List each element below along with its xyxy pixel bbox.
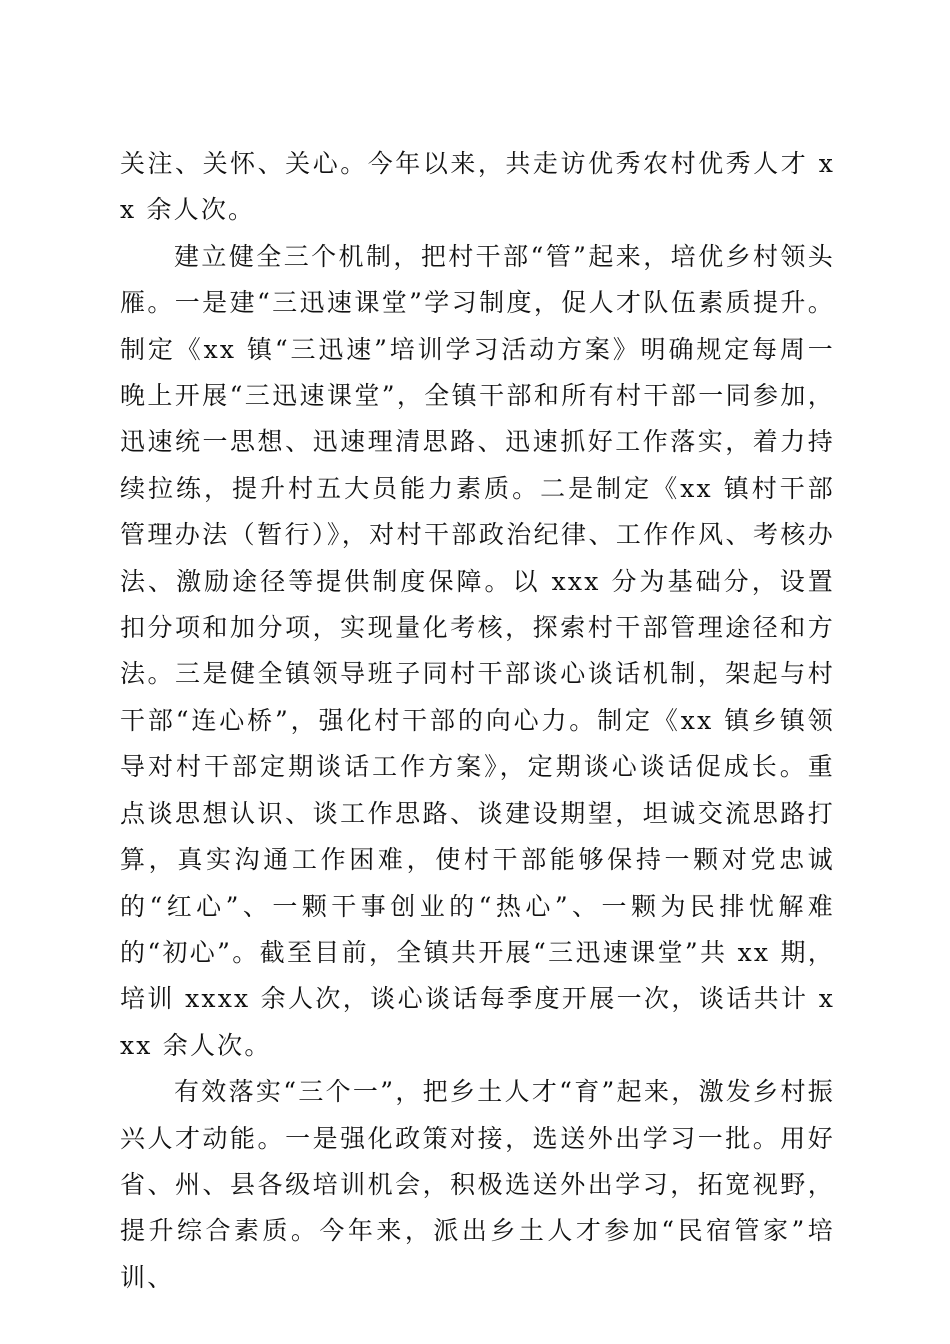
- paragraph-continuation: 关注、关怀、关心。今年以来，共走访优秀农村优秀人才 xx 余人次。: [120, 149, 835, 225]
- document-body: [120, 141, 835, 1301]
- paragraph-three-mechanisms: 建立健全三个机制，把村干部“管”起来，培优乡村领头雁。一是建“三迅速课堂”学习制度，促人才队伍素质提升。制定《xx 镇“三迅速”培训学习活动方案》明确规定每周一晚上开展“三迅速课堂”，全镇干部和所有村干部一同参加，迅速统一思想、迅速理清思路、迅速抓好工作落实，着力持续拉练，提升村五大员能力素质。二是制定《xx 镇村干部管理办法（暂行）》，对村干部政治纪律、工作作风、考核办法、激励途径等提供制度保障。以 xxx 分为基础分，设置扣分项和加分项，实现量化考核，探索村干部管理途径和方法。三是健全镇领导班子同村干部谈心谈话机制，架起与村干部“连心桥”，强化村干部的向心力。制定《xx 镇乡镇领导对村干部定期谈话工作方案》，定期谈心谈话促成长。重点谈思想认识、谈工作思路、谈建设期望，坦诚交流思路打算，真实沟通工作困难，使村干部能够保持一颗对党忠诚的“红心”、一颗干事创业的“热心”、一颗为民排忧解难的“初心”。截至目前，全镇共开展“三迅速课堂”共 xx 期，培训 xxxx 余人次，谈心谈话每季度开展一次，谈话共计 xxx 余人次。: [120, 241, 835, 1060]
- paragraph-three-ones: 有效落实“三个一”，把乡土人才“育”起来，激发乡村振兴人才动能。一是强化政策对接，选送外出学习一批。用好省、州、县各级培训机会，积极选送外出学习，拓宽视野，提升综合素质。今年来，派出乡土人才参加“民宿管家”培训、: [120, 1077, 835, 1292]
